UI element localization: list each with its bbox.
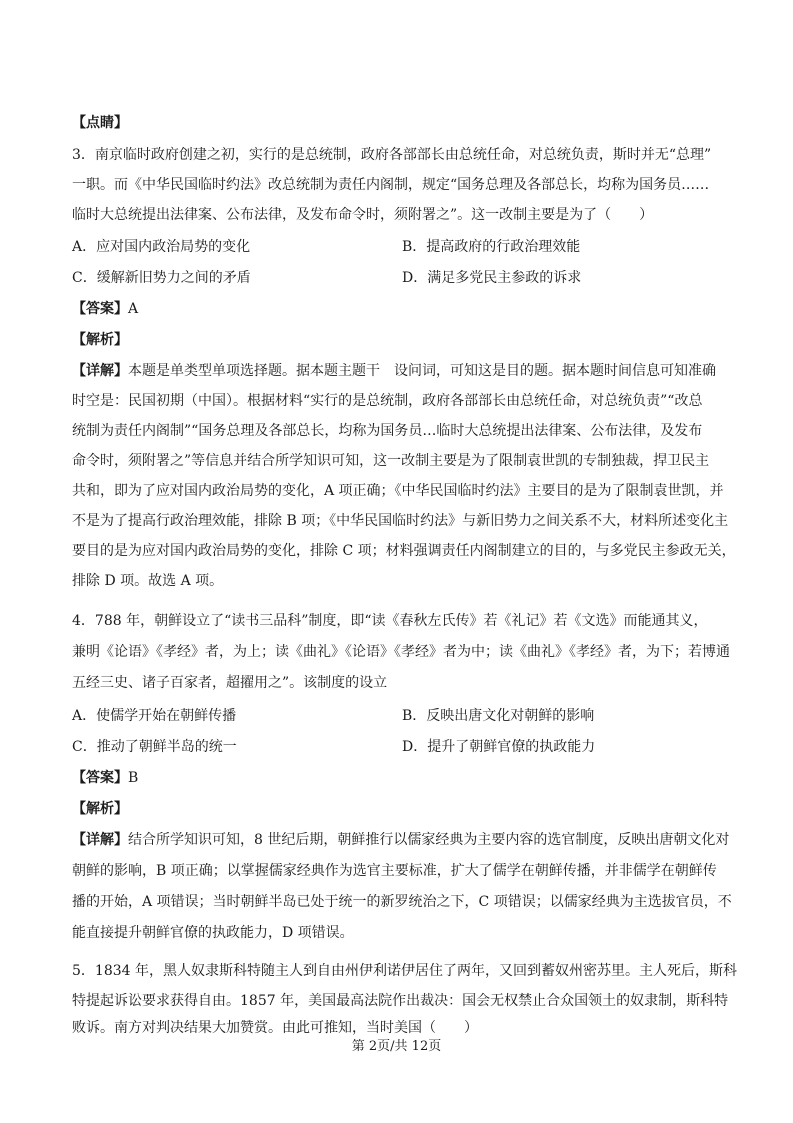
q3-analysis-heading: 【解析】: [72, 332, 128, 348]
q4-option-b: B．反映出唐文化对朝鲜的影响: [402, 708, 595, 724]
q3-detail-line: 命令时，须附署之”等信息并结合所学知识可知，这一改制主要是为了限制袁世凯的专制独裁，捍卫民主: [72, 453, 710, 469]
answer-value: B: [128, 770, 139, 786]
answer-tag: 【答案】: [72, 301, 128, 317]
q5-stem-line: 5．1834 年，黑人奴隶斯科特随主人到自由州伊利诺伊居住了两年，又回到蓄奴州密苏里。主人死后，斯科: [72, 963, 737, 979]
answer-tag: 【答案】: [72, 770, 128, 786]
q4-option-a: A．使儒学开始在朝鲜传播: [72, 708, 237, 724]
q4-option-d: D．提升了朝鲜官僚的执政能力: [402, 739, 596, 755]
q3-option-b: B．提高政府的行政治理效能: [402, 239, 581, 255]
q3-stem-line: 临时大总统提出法律案、公布法律，及发布命令时，须附署之”。这一改制主要是为了（ ）: [72, 207, 654, 223]
q4-detail-line: 能直接提升朝鲜官僚的执政能力，D 项错误。: [72, 925, 354, 941]
q3-detail-line: 共和，即为了应对国内政治局势的变化，A 项正确；《中华民国临时约法》主要目的是为了限制袁世凯，并: [72, 483, 724, 499]
q4-stem-line: 4．788 年，朝鲜设立了“读书三品科”制度，即“读《春秋左氏传》若《礼记》若《文选》而能通其义，: [72, 613, 708, 629]
detail-tag: 【详解】: [72, 363, 128, 379]
q4-detail-line: [72, 825, 732, 855]
q3-detail-line: 要目的是为应对国内政治局势的变化，排除 C 项；材料强调责任内阁制建立的目的，与多党民主参政无关，: [72, 543, 736, 559]
section-heading-dianjing: 【点睛】: [72, 115, 128, 131]
q3-detail-line: 排除 D 项。故选 A 项。: [72, 573, 224, 589]
q4-option-c: C．推动了朝鲜半岛的统一: [72, 739, 237, 755]
q3-option-c: C．缓解新旧势力之间的矛盾: [72, 270, 251, 286]
q3-detail-line: 统制为责任内阁制”“国务总理及各部总长，均称为国务员…临时大总统提出法律案、公布法律，及发布: [72, 423, 703, 439]
q3-stem-line: 一职。而《中华民国临时约法》改总统制为责任内阁制，规定“国务总理及各部总长，均称为国务员……: [72, 177, 710, 193]
q3-option-d: D．满足多党民主参政的诉求: [402, 270, 582, 286]
q3-option-a: A．应对国内政治局势的变化: [72, 239, 251, 255]
detail-text: 本题是单类型单项选择题。据本题主题干 设问词，可知这是目的题。据本题时间信息可知准确: [128, 363, 716, 379]
q5-stem-line: 败诉。南方对判决结果大加赞赏。由此可推知，当时美国（ ）: [72, 1020, 478, 1036]
q5-stem-line: 特提起诉讼要求获得自由。1857 年，美国最高法院作出裁决：国会无权禁止合众国领土的奴隶制，斯科特: [72, 993, 729, 1009]
q4-detail-line: 播的开始，A 项错误；当时朝鲜半岛已处于统一的新罗统治之下，C 项错误；以儒家经典为主选拔官员，不: [72, 894, 732, 910]
answer-value: A: [128, 301, 139, 317]
detail-tag: 【详解】: [72, 832, 128, 848]
page-footer-number: 第 2页/共 12页: [351, 1039, 442, 1054]
q4-analysis-heading: 【解析】: [72, 801, 128, 817]
q4-stem-line: 五经三史、诸子百家者，超擢用之”。该制度的设立: [72, 675, 388, 691]
detail-text: 结合所学知识可知，8 世纪后期，朝鲜推行以儒家经典为主要内容的选官制度，反映出唐朝文化对: [128, 832, 730, 848]
q4-answer: [72, 763, 732, 793]
q3-answer: [72, 294, 732, 324]
q4-stem-line: 兼明《论语》《孝经》者，为上；读《曲礼》《论语》《孝经》者为中；读《曲礼》《孝经》者，为下；若博通: [72, 644, 730, 660]
q4-detail-line: 朝鲜的影响，B 项正确；以掌握儒家经典作为选官主要标准，扩大了儒学在朝鲜传播，并非儒学在朝鲜传: [72, 863, 717, 879]
q3-detail-line: 时空是：民国初期（中国）。根据材料“实行的是总统制，政府各部部长由总统任命，对总统负责”“改总: [72, 393, 703, 409]
q3-detail-line: [72, 356, 732, 386]
q3-stem-line: 3．南京临时政府创建之初，实行的是总统制，政府各部部长由总统任命，对总统负责，斯时并无“总理”: [72, 147, 712, 163]
q3-detail-line: 不是为了提高行政治理效能，排除 B 项；《中华民国临时约法》与新旧势力之间关系不大，材料所述变化主: [72, 513, 729, 529]
